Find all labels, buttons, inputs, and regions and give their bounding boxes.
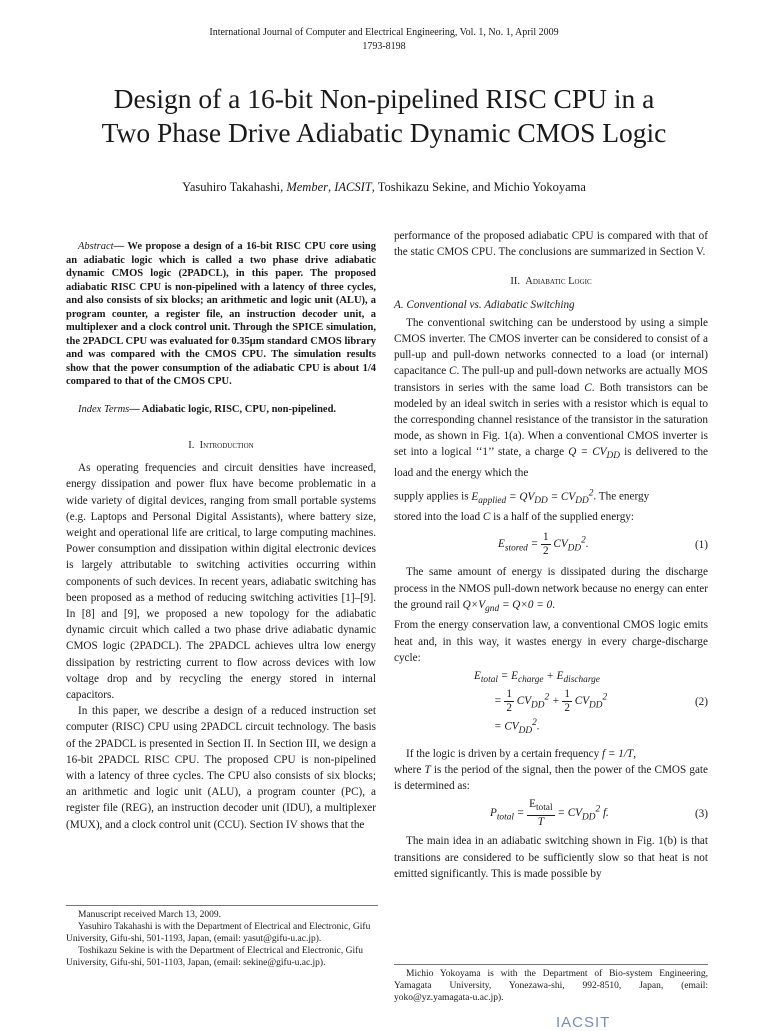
right-paragraph-4: The main idea in an adiabatic switching shown in Fig. 1(b) is that transitions are considered to be sufficiently slow so that heat is not emitted significantly. This is made possible by <box>394 835 708 880</box>
p1-part-c: . Both transistors can be modeled by an ideal switch in series with a resistor which is equal to the corresponding channel resistance of the transistor in the saturation mode, as shown in Fig. 1(a). When a conventional CMOS inverter is set into a logical ‘‘1’’ state, a charge <box>394 381 708 459</box>
right-column <box>394 228 708 882</box>
right-paragraph-3: If the logic is driven by a certain frequency f = 1/T, where T is the period of the signal, then the power of the CMOS gate is determined as: <box>394 747 708 792</box>
title-line-2: Two Phase Drive Adiabatic Dynamic CMOS Logic <box>101 117 667 148</box>
math-C: C <box>449 365 457 378</box>
abstract-label: Abstract <box>78 241 114 252</box>
p3-part-b: where <box>394 763 425 776</box>
index-terms <box>66 403 376 417</box>
intro-paragraph-2: In this paper, we describe a design of a reduced instruction set computer (RISC) CPU using 2PADCL circuit technology. The basis of the 2PADCL is presented in Section II. In Section III, we design a 16-bit 2PADCL RISC CPU. The proposed CPU is non-pipelined with a latency of three cycles. The CPU also consists of six blocks; an arithmetic and logic unit (ALU), a program counter (PC), a register file (REG), an instruction decoder unit (IDU), a multiplexer (MUX), and a clock control unit (CCU). Section IV shows that the <box>66 705 376 831</box>
math-C-2: C <box>584 381 592 394</box>
section-1-num: I. <box>188 440 195 451</box>
journal-line: International Journal of Computer and Electrical Engineering, Vol. 1, No. 1, April 2009 <box>209 27 559 38</box>
equation-3: $P_{total}$ = $\frac{E_{total}}{T}$ = $CV_{DD}^2$ f. (3) <box>490 798 708 829</box>
subsection-a-heading: A. Conventional vs. Adiabatic Switching <box>394 298 575 311</box>
left-footnotes <box>66 905 378 969</box>
equation-2-number: (2) <box>694 695 708 708</box>
right-paragraph-2: The same amount of energy is dissipated during the discharge process in the NMOS pull-down network because no energy can enter the ground rail $Q\times V_{gnd} = Q\times 0 = 0$. <box>394 566 708 615</box>
p3-part-c: is the period of the signal, then the power of the CMOS gate is determined as: <box>394 763 708 792</box>
section-1-title: Introduction <box>199 440 254 451</box>
math-frequency: f = 1/T <box>602 747 634 760</box>
section-2-title: Adiabatic Logic <box>525 276 592 288</box>
right-paragraph-1 <box>394 315 708 481</box>
author-1-role: Member <box>286 180 328 194</box>
section-2-num: II. <box>510 276 520 288</box>
abstract <box>66 240 376 389</box>
right-paragraph-0: performance of the proposed adiabatic CPU is compared with that of the static CMOS CPU. The conclusions are summarized in Section V. <box>394 230 708 259</box>
index-terms-label: Index Terms <box>78 403 130 415</box>
p1-part-h: is a half of the supplied energy: <box>490 511 634 524</box>
footnote-author-1: Yasuhiro Takahashi is with the Department of Electrical and Electronic, Gifu University, Gifu-shi, 501-1193, Japan, (email: yasut@gifu-u.ac.jp). <box>66 922 371 944</box>
left-column <box>66 240 376 833</box>
equation-2: $E_{total} = E_{charge} + E_{discharge}$ = $\frac{1}{2}$ $CV_{DD}^2$ + $\frac{1}{2}$ $CV_{DD}^2$ (2) = $CV_{DD}^2$. <box>474 669 708 737</box>
p1-part-d: is delivered to the load and the energy which the <box>394 446 709 479</box>
footnote-author-3: Michio Yokoyama is with the Department of Bio-system Engineering, Yamagata University, Yonezawa-shi, 992-8510, Japan, (email: yoko@yz.yamagata-u.ac.jp). <box>394 969 708 1003</box>
p1-part-a: The conventional switching can be understood by using a simple CMOS inverter. The CMOS inverter can be considered to consist of a pull-up and pull-down networks connected to a load (or internal) capacitance <box>394 316 708 378</box>
journal-header <box>0 26 768 54</box>
math-T: T <box>424 763 431 776</box>
intro-paragraph-1: As operating frequencies and circuit densities have increased, energy dissipation and power flux have become problematic in a wide variety of digital devices, ranging from small portable systems (e.g. Laptops and Personal Digital Assistants), where battery size, weight and operational life are critical, to large computing machines. Power consumption and dissipation within digital electronic devices is largely attributable to switching activities occurring within components of such devices. In recent years, adiabatic switching has been proposed as a method of reducing switching activities [1]–[9]. In [8] and [9], we proposed a new topology for the adiabatic dynamic circuit which called a two phase drive adiabatic dynamic CMOS logic (2PADCL). The 2PADCL achieves ultra low energy dissipation by restricting current to flow across devices with low voltage drop and by recycling the energy stored in internal capacitors. <box>66 462 376 702</box>
publisher-logo: IACSIT <box>556 1014 611 1031</box>
p2-part-a: The same amount of energy is dissipated during the discharge process in the NMOS pull-down network because no energy can enter the ground rail <box>394 566 708 611</box>
right-footnote <box>394 964 708 1004</box>
right-paragraph-1-cont <box>394 485 708 525</box>
p1-part-e: supply applies is <box>394 490 472 503</box>
issn-line: 1793-8198 <box>362 41 406 52</box>
index-terms-text: — Adiabatic logic, RISC, CPU, non-pipelined. <box>129 403 337 415</box>
math-ground: $Q\times V_{gnd} = Q\times 0 = 0$ <box>462 598 553 615</box>
author-rest: , Toshikazu Sekine, and Michio Yokoyama <box>371 180 586 194</box>
footnote-author-2: Toshikazu Sekine is with the Department of Electrical and Electronic, Gifu University, Gifu-shi, 501-1103, Japan, (email: sekine@gifu-u.ac.jp). <box>66 946 364 968</box>
math-charge: $Q = CV_{DD}$ <box>568 446 620 462</box>
author-1-org: IACSIT <box>334 180 372 194</box>
right-paragraph-2b: From the energy conservation law, a conventional CMOS logic emits heat and, in this way, it wastes energy in every charge-discharge cycle: <box>394 619 708 664</box>
author-list <box>0 180 768 195</box>
p1-part-b: . The pull-up and pull-down networks are actually MOS transistors in series with the same load <box>394 365 708 394</box>
p1-part-f: . The energy <box>593 490 650 503</box>
abstract-text: — We propose a design of a 16-bit RISC CPU core using an adiabatic logic which is called a two phase drive adiabatic dynamic CMOS logic (2PADCL), in this paper. The proposed adiabatic RISC CPU is non-pipelined with a latency of three cycles, and also consists of six blocks; an arithmetic and logic unit (ALU), a program counter, a register file, an instruction decoder unit, a multiplexer and a clock control unit. Through the SPICE simulation, the 2PADCL CPU was evaluated for 0.35μm standard CMOS library and was compared with the CMOS CPU. The simulation results show that the power consumption of the adiabatic CPU is about 1/4 compared to that of the CMOS CPU. <box>66 241 376 387</box>
math-energy-applied: $E_{applied} = QV_{DD} = CV_{DD}^2$ <box>471 488 594 507</box>
title-line-1: Design of a 16-bit Non-pipelined RISC CPU in a <box>113 83 655 114</box>
footnote-received: Manuscript received March 13, 2009. <box>78 910 221 920</box>
math-C-3: C <box>482 511 491 524</box>
author-1: Yasuhiro Takahashi, <box>182 180 287 194</box>
equation-1-number: (1) <box>694 538 708 551</box>
author-sep: , <box>327 180 335 194</box>
p1-part-g: stored into the load <box>394 511 483 524</box>
section-1-heading <box>66 438 376 454</box>
paper-title <box>40 82 728 150</box>
section-2-heading <box>394 274 708 290</box>
p3-part-a: If the logic is driven by a certain frequency <box>406 747 603 760</box>
equation-1: $E_{stored}$ = $\frac{1}{2}$ $CV_{DD}^2$. (1) <box>498 531 708 558</box>
equation-3-number: (3) <box>694 807 708 820</box>
